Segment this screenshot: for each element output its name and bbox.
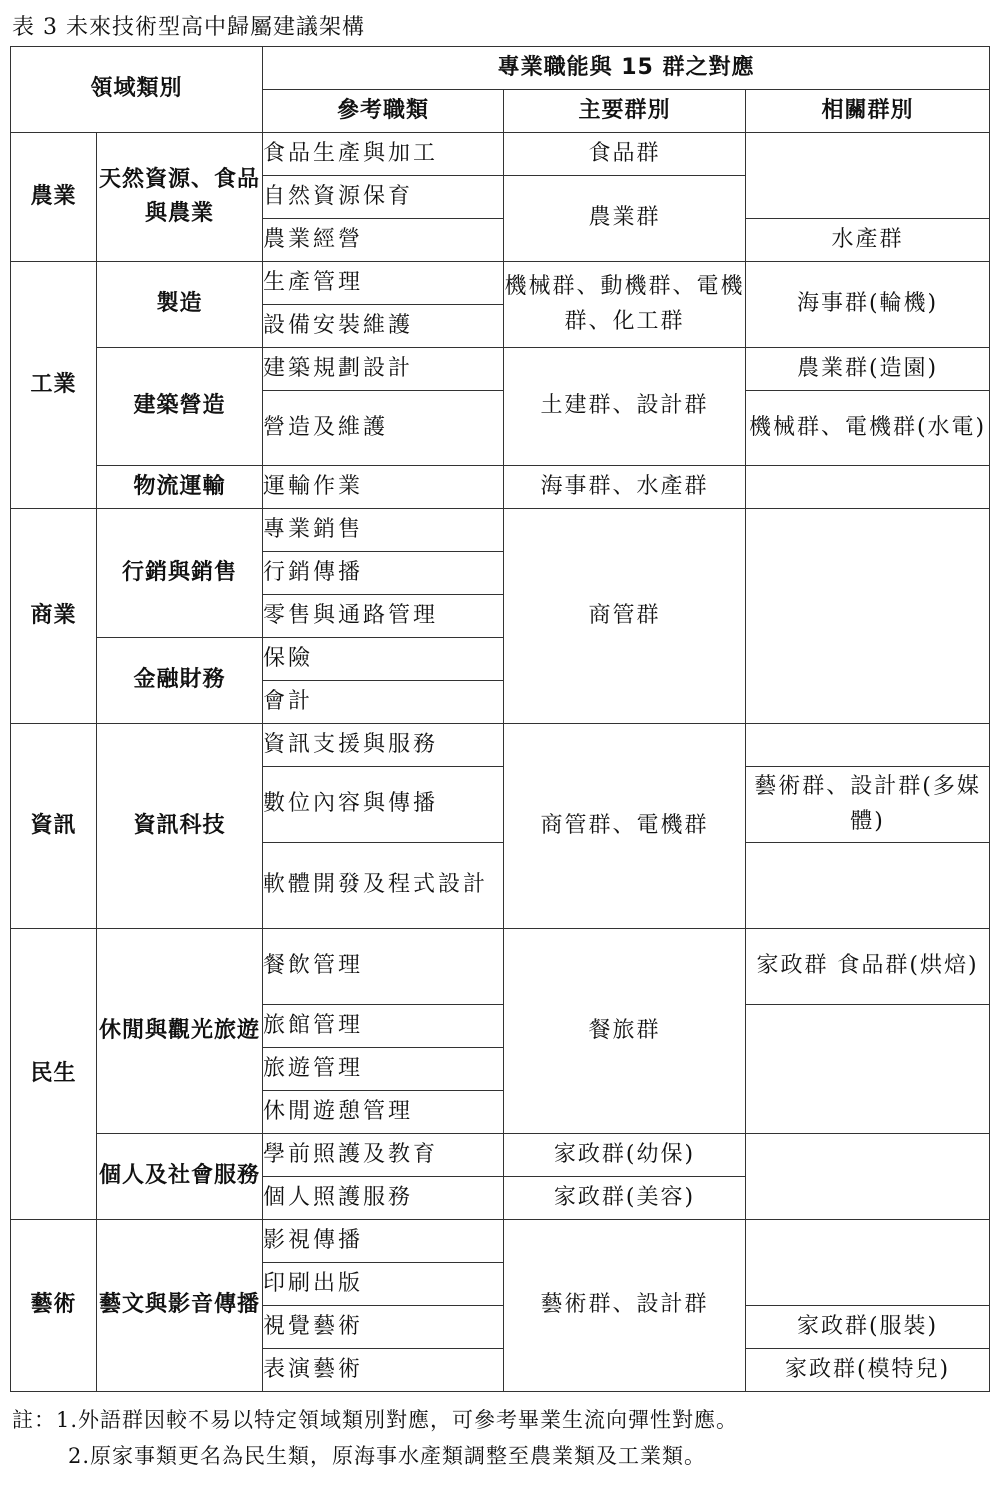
- occupation-cell: 行銷傳播: [263, 552, 504, 595]
- related-cell: 農業群(造園): [746, 348, 990, 391]
- sub-domain: 天然資源、食品與農業: [97, 133, 263, 262]
- related-cell-empty: [746, 509, 990, 724]
- occupation-cell: 零售與通路管理: [263, 595, 504, 638]
- occupation-cell: 數位內容與傳播: [263, 767, 504, 843]
- primary-cell: 機械群、動機群、電機群、化工群: [504, 262, 746, 348]
- primary-cell: 海事群、水產群: [504, 466, 746, 509]
- occupation-cell: 生產管理: [263, 262, 504, 305]
- occupation-cell: 專業銷售: [263, 509, 504, 552]
- sub-domain: 金融財務: [97, 638, 263, 724]
- occupation-cell: 食品生產與加工: [263, 133, 504, 176]
- sub-domain: 個人及社會服務: [97, 1134, 263, 1220]
- occupation-cell: 休閒遊憩管理: [263, 1091, 504, 1134]
- header-occupation: 參考職類: [263, 90, 504, 133]
- primary-cell: 商管群、電機群: [504, 724, 746, 929]
- occupation-cell: 視覺藝術: [263, 1306, 504, 1349]
- related-cell-empty: [746, 133, 990, 219]
- related-cell-empty: [746, 843, 990, 929]
- occupation-cell: 資訊支援與服務: [263, 724, 504, 767]
- occupation-cell: 運輸作業: [263, 466, 504, 509]
- primary-cell: 土建群、設計群: [504, 348, 746, 466]
- primary-cell: 食品群: [504, 133, 746, 176]
- domain-information: 資訊: [11, 724, 97, 929]
- occupation-cell: 旅館管理: [263, 1005, 504, 1048]
- table-caption: 表 3 未來技術型高中歸屬建議架構: [12, 15, 365, 40]
- primary-cell: 商管群: [504, 509, 746, 724]
- domain-commerce: 商業: [11, 509, 97, 724]
- related-cell: 家政群(模特兒): [746, 1349, 990, 1392]
- related-cell: 藝術群、設計群(多媒體): [746, 767, 990, 843]
- sub-domain: 藝文與影音傳播: [97, 1220, 263, 1392]
- header-domain: 領域類別: [11, 47, 263, 133]
- related-cell: 家政群(服裝): [746, 1306, 990, 1349]
- related-cell: 海事群(輪機): [746, 262, 990, 348]
- cluster-table: [10, 46, 990, 1392]
- related-cell-empty: [746, 724, 990, 767]
- related-cell-empty: [746, 1005, 990, 1134]
- note-1: 註：1.外語群因較不易以特定領域類別對應，可參考畢業生流向彈性對應。: [12, 1408, 739, 1432]
- sub-domain: 行銷與銷售: [97, 509, 263, 638]
- sub-domain: 資訊科技: [97, 724, 263, 929]
- occupation-cell: 餐飲管理: [263, 929, 504, 1005]
- occupation-cell: 軟體開發及程式設計: [263, 843, 504, 929]
- related-cell-empty: [746, 466, 990, 509]
- domain-agriculture: 農業: [11, 133, 97, 262]
- occupation-cell: 設備安裝維護: [263, 305, 504, 348]
- related-cell-empty: [746, 1134, 990, 1220]
- related-cell: 家政群 食品群(烘焙): [746, 929, 990, 1005]
- sub-domain: 休閒與觀光旅遊: [97, 929, 263, 1134]
- primary-cell: 餐旅群: [504, 929, 746, 1134]
- header-primary: 主要群別: [504, 90, 746, 133]
- domain-livelihood: 民生: [11, 929, 97, 1220]
- primary-cell: 農業群: [504, 176, 746, 262]
- related-cell: 水產群: [746, 219, 990, 262]
- occupation-cell: 保險: [263, 638, 504, 681]
- occupation-cell: 印刷出版: [263, 1263, 504, 1306]
- related-cell-empty: [746, 1220, 990, 1306]
- occupation-cell: 自然資源保育: [263, 176, 504, 219]
- domain-arts: 藝術: [11, 1220, 97, 1392]
- primary-cell: 藝術群、設計群: [504, 1220, 746, 1392]
- sub-domain: 製造: [97, 262, 263, 348]
- sub-domain: 物流運輸: [97, 466, 263, 509]
- related-cell: 機械群、電機群(水電): [746, 391, 990, 466]
- primary-cell: 家政群(美容): [504, 1177, 746, 1220]
- occupation-cell: 表演藝術: [263, 1349, 504, 1392]
- primary-cell: 家政群(幼保): [504, 1134, 746, 1177]
- occupation-cell: 學前照護及教育: [263, 1134, 504, 1177]
- header-related: 相關群別: [746, 90, 990, 133]
- occupation-cell: 影視傳播: [263, 1220, 504, 1263]
- occupation-cell: 會計: [263, 681, 504, 724]
- occupation-cell: 建築規劃設計: [263, 348, 504, 391]
- table-notes: [12, 1402, 738, 1474]
- domain-industry: 工業: [11, 262, 97, 509]
- occupation-cell: 營造及維護: [263, 391, 504, 466]
- sub-domain: 建築營造: [97, 348, 263, 466]
- note-2: 2.原家事類更名為民生類，原海事水產類調整至農業類及工業類。: [68, 1444, 707, 1468]
- occupation-cell: 農業經營: [263, 219, 504, 262]
- header-mapping: 專業職能與 15 群之對應: [263, 47, 990, 90]
- occupation-cell: 個人照護服務: [263, 1177, 504, 1220]
- occupation-cell: 旅遊管理: [263, 1048, 504, 1091]
